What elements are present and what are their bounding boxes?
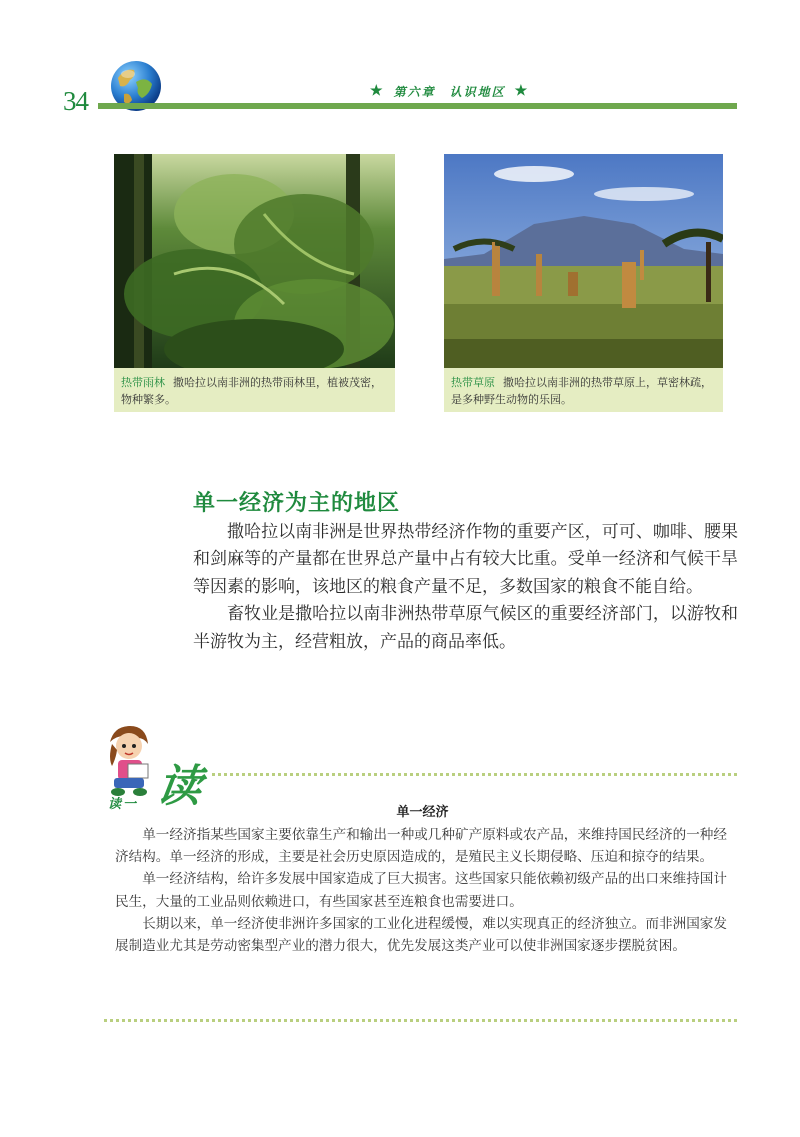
body-paragraph: 畜牧业是撒哈拉以南非洲热带草原气候区的重要经济部门，以游牧和半游牧为主，经营粗放，产品的商品率低。	[193, 604, 738, 652]
star-icon: ★	[370, 83, 385, 99]
reading-label: 读一	[108, 797, 139, 812]
reading-paragraph: 长期以来，单一经济使非洲许多国家的工业化进程缓慢，难以实现真正的经济独立。而非洲国家发展制造业尤其是劳动密集型产业的潜力很大，优先发展这类产业可以使非洲国家逐步摆脱贫困。	[115, 915, 727, 955]
reading-paragraph: 单一经济结构，给许多发展中国家造成了巨大损害。这些国家只能依赖初级产品的出口来维持国计民生，大量的工业品则依赖进口，有些国家甚至连粮食也需要进口。	[115, 871, 727, 910]
rainforest-photo	[114, 154, 395, 368]
star-icon: ★	[514, 83, 530, 99]
body-paragraph: 撒哈拉以南非洲是世界热带经济作物的重要产区，可可、咖啡、腰果和剑麻等的产量都在世界总产量中占有较大比重。受单一经济和气候干旱等因素的影响，该地区的粮食产量不足，多数国家的粮食不能自给。	[193, 522, 738, 597]
chapter-heading	[370, 82, 529, 100]
header-bar	[98, 103, 737, 109]
reading-body	[115, 824, 727, 957]
photo-caption-text: 撒哈拉以南非洲的热带草原上，草密林疏，是多种野生动物的乐园。	[451, 376, 712, 406]
reading-paragraph: 单一经济指某些国家主要依靠生产和输出一种或几种矿产原料或农产品，来维持国民经济的一种经济结构。单一经济的形成，主要是社会历史原因造成的，是殖民主义长期侵略、压迫和掠夺的结果。	[115, 827, 727, 866]
page-number: 34	[63, 86, 88, 116]
photo-caption-text: 撒哈拉以南非洲的热带雨林里，植被茂密，物种繁多。	[121, 376, 382, 406]
chapter-title: 第六章 认识地区	[393, 84, 506, 99]
section-body	[193, 519, 738, 656]
girl-reading-illustration	[98, 722, 160, 802]
photo-caption-title: 热带雨林	[121, 376, 165, 389]
reading-big-glyph: 读	[153, 761, 205, 812]
photo-caption	[114, 368, 395, 412]
photo-caption	[444, 368, 723, 412]
section-title: 单一经济为主的地区	[193, 491, 401, 516]
dotted-divider-bottom	[104, 1019, 737, 1022]
savanna-photo	[444, 154, 723, 368]
photo-caption-title: 热带草原	[451, 376, 495, 389]
photo-savanna-figure	[444, 154, 723, 412]
reading-title: 单一经济	[396, 805, 449, 820]
dotted-divider-top	[212, 773, 737, 776]
photo-rainforest-figure	[114, 154, 395, 412]
